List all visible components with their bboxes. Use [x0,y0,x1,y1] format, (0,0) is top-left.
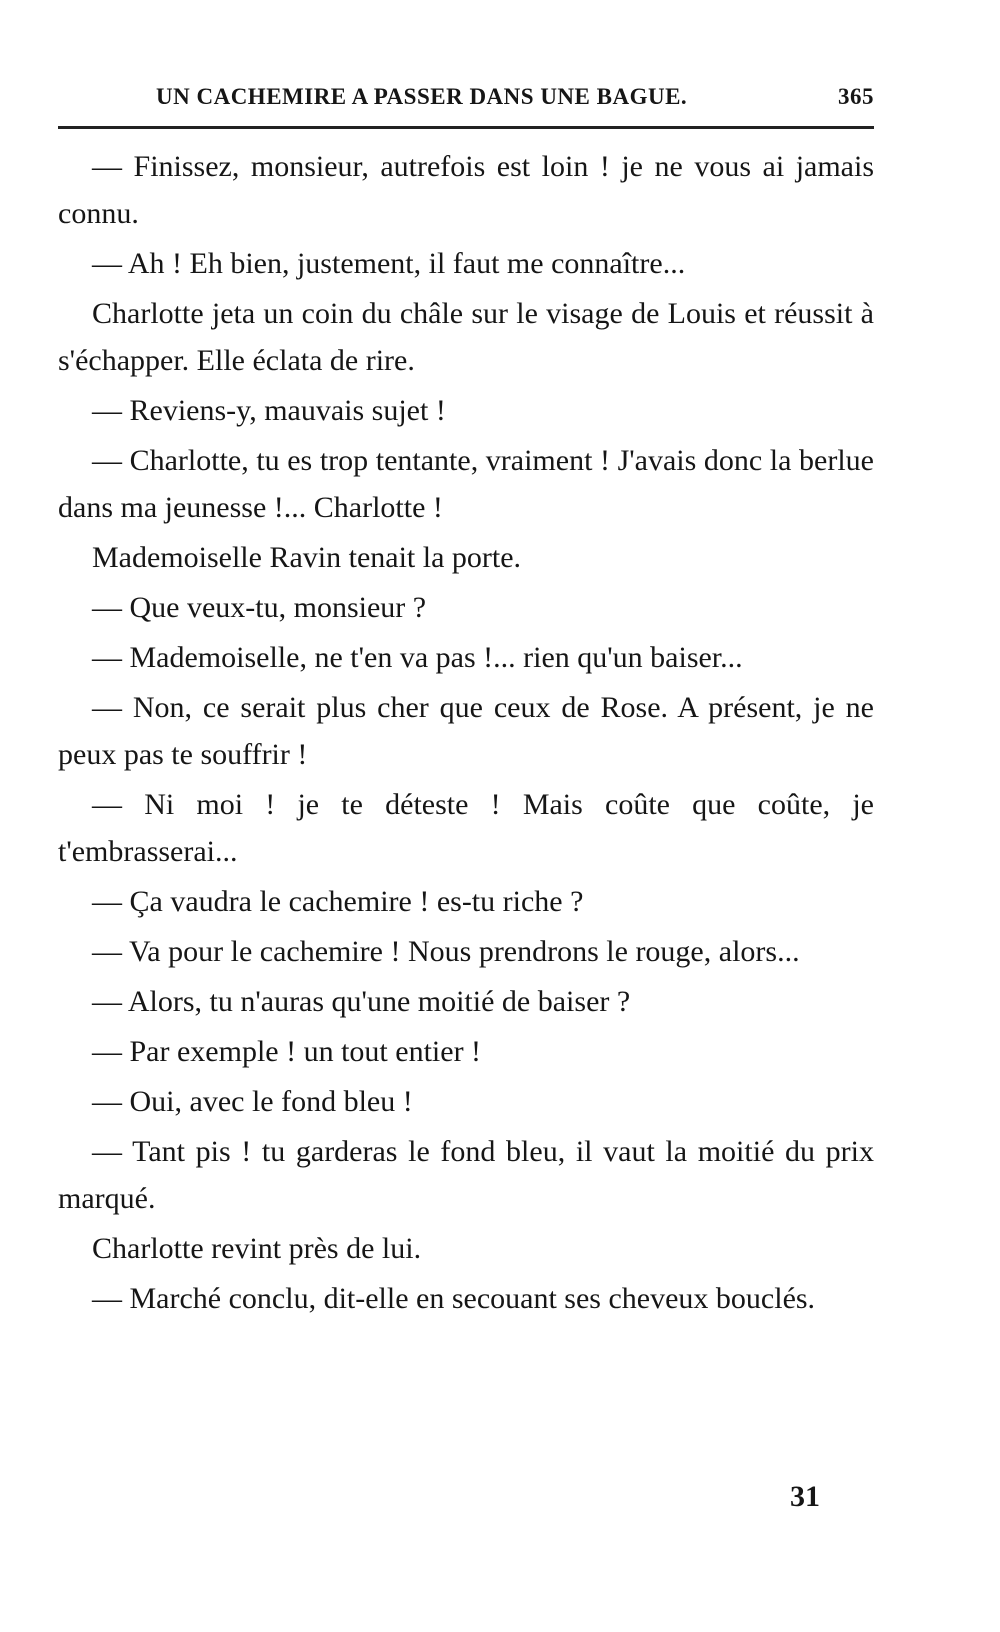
paragraph: — Non, ce serait plus cher que ceux de Rose. A présent, je ne peux pas te souffrir ! [58,691,874,771]
paragraph: Charlotte jeta un coin du châle sur le visage de Louis et réussit à s'échapper. Elle éclata de rire. [58,297,874,377]
paragraph: — Ah ! Eh bien, justement, il faut me connaître... [92,247,686,280]
paragraph: — Ça vaudra le cachemire ! es-tu riche ? [92,885,584,918]
signature-mark: 31 [790,1480,820,1513]
paragraph: — Va pour le cachemire ! Nous prendrons le rouge, alors... [92,935,800,968]
body-text [58,143,874,1322]
header-rule [58,126,874,129]
paragraph: — Que veux-tu, monsieur ? [92,591,427,624]
paragraph: — Reviens-y, mauvais sujet ! [92,394,446,427]
running-head [58,78,874,118]
paragraph: — Ni moi ! je te déteste ! Mais coûte que coûte, je t'embrasserai... [58,788,874,868]
running-title: UN CACHEMIRE A PASSER DANS UNE BAGUE. [156,84,688,109]
paragraph: Charlotte revint près de lui. [92,1232,422,1265]
book-page [58,78,874,1325]
paragraph: Mademoiselle Ravin tenait la porte. [92,541,522,574]
page-number: 365 [838,84,874,109]
paragraph: — Charlotte, tu es trop tentante, vraiment ! J'avais donc la berlue dans ma jeunesse !... Charlotte ! [58,444,874,524]
paragraph: — Alors, tu n'auras qu'une moitié de baiser ? [92,985,631,1018]
paragraph: — Oui, avec le fond bleu ! [92,1085,413,1118]
paragraph: — Mademoiselle, ne t'en va pas !... rien qu'un baiser... [92,641,743,674]
paragraph: — Tant pis ! tu garderas le fond bleu, il vaut la moitié du prix marqué. [58,1135,874,1215]
paragraph: — Finissez, monsieur, autrefois est loin ! je ne vous ai jamais connu. [58,150,874,230]
paragraph: — Par exemple ! un tout entier ! [92,1035,482,1068]
paragraph: — Marché conclu, dit-elle en secouant ses cheveux bouclés. [92,1282,816,1315]
